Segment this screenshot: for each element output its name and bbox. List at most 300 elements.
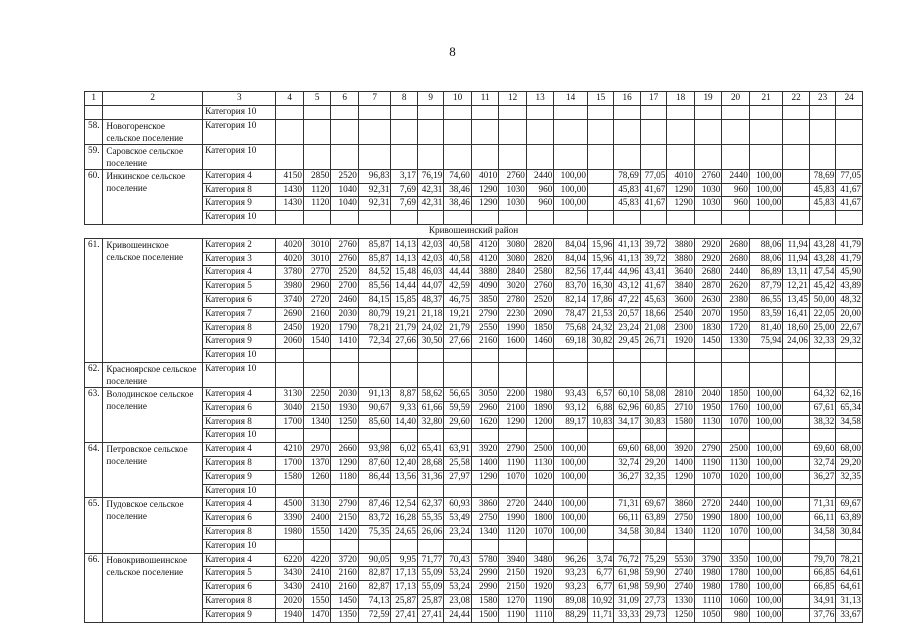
value-cell: 19,21 xyxy=(444,307,471,321)
value-cell: 2990 xyxy=(471,581,498,595)
value-cell: 4010 xyxy=(471,169,498,183)
value-cell: 87,79 xyxy=(749,280,783,294)
value-cell xyxy=(783,608,809,622)
value-cell xyxy=(499,119,526,144)
value-cell xyxy=(526,429,553,443)
value-cell: 30,83 xyxy=(640,415,666,429)
value-cell: 100,00 xyxy=(749,553,783,567)
value-cell: 1990 xyxy=(694,512,721,526)
value-cell xyxy=(722,539,749,553)
district-title: Кривошеинский район xyxy=(428,224,519,235)
value-cell: 17,44 xyxy=(587,266,613,280)
value-cell: 40,58 xyxy=(444,238,471,252)
value-cell: 75,29 xyxy=(640,553,666,567)
category-cell: Категория 8 xyxy=(203,183,276,197)
value-cell xyxy=(331,106,358,120)
value-cell xyxy=(276,119,303,144)
value-cell: 85,87 xyxy=(358,238,391,252)
value-cell: 2410 xyxy=(303,567,330,581)
value-cell: 79,70 xyxy=(809,553,835,567)
value-cell: 68,00 xyxy=(640,443,666,457)
value-cell: 100,00 xyxy=(554,169,588,183)
value-cell: 30,84 xyxy=(640,525,666,539)
value-cell: 3050 xyxy=(471,387,498,401)
value-cell xyxy=(722,429,749,443)
value-cell: 1720 xyxy=(722,321,749,335)
value-cell: 42,31 xyxy=(417,197,443,211)
value-cell: 4120 xyxy=(471,252,498,266)
value-cell: 5780 xyxy=(471,553,498,567)
value-cell xyxy=(836,106,863,120)
value-cell xyxy=(554,349,588,363)
category-cell: Категория 8 xyxy=(203,525,276,539)
value-cell: 23,24 xyxy=(444,525,471,539)
value-cell xyxy=(640,539,666,553)
value-cell: 1130 xyxy=(526,456,553,470)
value-cell xyxy=(722,349,749,363)
value-cell: 60,93 xyxy=(444,498,471,512)
value-cell: 78,47 xyxy=(554,307,588,321)
value-cell: 77,05 xyxy=(836,169,863,183)
value-cell: 20,00 xyxy=(836,307,863,321)
value-cell: 12,40 xyxy=(391,456,417,470)
value-cell: 33,67 xyxy=(836,608,863,622)
value-cell: 4220 xyxy=(303,553,330,567)
value-cell xyxy=(303,349,330,363)
value-cell: 41,13 xyxy=(614,252,640,266)
value-cell: 2680 xyxy=(722,252,749,266)
value-cell xyxy=(667,429,694,443)
value-cell xyxy=(783,456,809,470)
value-cell xyxy=(783,581,809,595)
value-cell: 39,72 xyxy=(640,252,666,266)
value-cell: 6,77 xyxy=(587,581,613,595)
value-cell: 2400 xyxy=(303,512,330,526)
value-cell: 26,71 xyxy=(640,335,666,349)
category-cell: Категория 9 xyxy=(203,197,276,211)
value-cell: 74,13 xyxy=(358,594,391,608)
value-cell: 21,08 xyxy=(640,321,666,335)
value-cell: 61,66 xyxy=(417,401,443,415)
value-cell: 2700 xyxy=(331,280,358,294)
value-cell: 17,13 xyxy=(391,567,417,581)
value-cell: 2520 xyxy=(331,169,358,183)
value-cell: 14,13 xyxy=(391,238,417,252)
value-cell: 100,00 xyxy=(749,415,783,429)
value-cell: 1250 xyxy=(331,415,358,429)
value-cell: 88,06 xyxy=(749,238,783,252)
value-cell xyxy=(499,211,526,225)
value-cell: 1950 xyxy=(694,401,721,415)
value-cell: 980 xyxy=(722,608,749,622)
value-cell: 32,35 xyxy=(640,470,666,484)
category-cell: Категория 8 xyxy=(203,321,276,335)
value-cell: 28,68 xyxy=(417,456,443,470)
value-cell: 1120 xyxy=(303,197,330,211)
value-cell: 84,52 xyxy=(358,266,391,280)
value-cell xyxy=(640,429,666,443)
value-cell: 69,60 xyxy=(614,443,640,457)
column-header: 19 xyxy=(694,92,721,106)
value-cell: 2440 xyxy=(722,498,749,512)
value-cell: 100,00 xyxy=(749,512,783,526)
value-cell: 1700 xyxy=(276,456,303,470)
value-cell: 1800 xyxy=(722,512,749,526)
value-cell xyxy=(694,429,721,443)
value-cell: 3880 xyxy=(471,266,498,280)
settlement-number: 58. xyxy=(85,119,103,144)
value-cell: 21,53 xyxy=(587,307,613,321)
category-cell: Категория 5 xyxy=(203,280,276,294)
value-cell: 960 xyxy=(722,197,749,211)
value-cell xyxy=(783,594,809,608)
value-cell xyxy=(809,119,835,144)
column-header: 4 xyxy=(276,92,303,106)
value-cell: 1620 xyxy=(471,415,498,429)
value-cell: 1400 xyxy=(667,456,694,470)
value-cell xyxy=(749,349,783,363)
value-cell xyxy=(694,362,721,387)
value-cell: 3010 xyxy=(303,252,330,266)
value-cell: 14,44 xyxy=(391,280,417,294)
category-cell: Категория 9 xyxy=(203,470,276,484)
value-cell xyxy=(276,429,303,443)
value-cell xyxy=(587,119,613,144)
value-cell xyxy=(471,119,498,144)
value-cell xyxy=(358,144,391,169)
value-cell xyxy=(667,119,694,144)
value-cell xyxy=(587,484,613,498)
value-cell: 25,00 xyxy=(809,321,835,335)
value-cell: 1470 xyxy=(303,608,330,622)
settlement-number: 63. xyxy=(85,387,103,442)
value-cell: 2030 xyxy=(331,307,358,321)
value-cell xyxy=(809,144,835,169)
category-cell: Категория 10 xyxy=(203,119,276,144)
value-cell: 15,96 xyxy=(587,238,613,252)
value-cell: 38,32 xyxy=(809,415,835,429)
value-cell xyxy=(444,119,471,144)
value-cell: 32,74 xyxy=(809,456,835,470)
value-cell xyxy=(836,349,863,363)
value-cell: 78,69 xyxy=(809,169,835,183)
value-cell: 62,37 xyxy=(417,498,443,512)
value-cell xyxy=(749,484,783,498)
category-cell: Категория 10 xyxy=(203,349,276,363)
value-cell: 86,55 xyxy=(749,293,783,307)
value-cell: 29,60 xyxy=(444,415,471,429)
value-cell: 96,83 xyxy=(358,169,391,183)
value-cell: 34,91 xyxy=(809,594,835,608)
column-header: 3 xyxy=(203,92,276,106)
value-cell xyxy=(667,484,694,498)
value-cell xyxy=(499,106,526,120)
value-cell xyxy=(587,183,613,197)
value-cell xyxy=(587,512,613,526)
value-cell: 82,87 xyxy=(358,581,391,595)
value-cell: 85,60 xyxy=(358,415,391,429)
value-cell xyxy=(444,144,471,169)
category-cell: Категория 4 xyxy=(203,498,276,512)
category-cell: Категория 2 xyxy=(203,238,276,252)
value-cell xyxy=(722,119,749,144)
column-header: 24 xyxy=(836,92,863,106)
value-cell: 3790 xyxy=(694,553,721,567)
value-cell xyxy=(667,349,694,363)
settlement-name: Новогоренское сельское поселение xyxy=(103,119,203,144)
value-cell xyxy=(749,119,783,144)
value-cell xyxy=(417,349,443,363)
value-cell xyxy=(471,539,498,553)
settlement-number: 60. xyxy=(85,169,103,224)
value-cell: 30,84 xyxy=(836,525,863,539)
value-cell xyxy=(276,362,303,387)
value-cell xyxy=(417,539,443,553)
value-cell xyxy=(614,106,640,120)
value-cell: 3940 xyxy=(499,553,526,567)
value-cell xyxy=(694,211,721,225)
value-cell: 29,45 xyxy=(614,335,640,349)
value-cell xyxy=(836,484,863,498)
value-cell xyxy=(783,443,809,457)
value-cell: 25,87 xyxy=(391,594,417,608)
value-cell: 3390 xyxy=(276,512,303,526)
value-cell: 1370 xyxy=(303,456,330,470)
value-cell xyxy=(499,349,526,363)
value-cell xyxy=(471,211,498,225)
column-header: 22 xyxy=(783,92,809,106)
value-cell: 1120 xyxy=(303,183,330,197)
value-cell xyxy=(587,456,613,470)
value-cell: 6,02 xyxy=(391,443,417,457)
value-cell xyxy=(358,484,391,498)
value-cell: 3600 xyxy=(667,293,694,307)
value-cell: 5530 xyxy=(667,553,694,567)
value-cell: 68,00 xyxy=(836,443,863,457)
value-cell xyxy=(444,211,471,225)
value-cell: 100,00 xyxy=(554,443,588,457)
value-cell: 45,63 xyxy=(640,293,666,307)
value-cell: 93,43 xyxy=(554,387,588,401)
value-cell: 8,87 xyxy=(391,387,417,401)
value-cell xyxy=(471,362,498,387)
value-cell xyxy=(303,539,330,553)
value-cell xyxy=(783,415,809,429)
value-cell xyxy=(358,106,391,120)
column-header: 21 xyxy=(749,92,783,106)
value-cell xyxy=(276,144,303,169)
value-cell: 1290 xyxy=(331,456,358,470)
value-cell xyxy=(783,539,809,553)
value-cell xyxy=(526,539,553,553)
value-cell xyxy=(444,106,471,120)
value-cell xyxy=(836,429,863,443)
category-cell: Категория 8 xyxy=(203,456,276,470)
value-cell xyxy=(554,211,588,225)
value-cell xyxy=(640,484,666,498)
value-cell xyxy=(667,106,694,120)
value-cell: 2020 xyxy=(276,594,303,608)
value-cell: 50,00 xyxy=(809,293,835,307)
value-cell xyxy=(358,362,391,387)
value-cell xyxy=(783,349,809,363)
value-cell: 1290 xyxy=(667,197,694,211)
value-cell xyxy=(417,119,443,144)
value-cell: 59,90 xyxy=(640,567,666,581)
value-cell: 100,00 xyxy=(554,456,588,470)
value-cell: 82,56 xyxy=(554,266,588,280)
value-cell: 90,67 xyxy=(358,401,391,415)
value-cell: 12,21 xyxy=(783,280,809,294)
value-cell xyxy=(587,197,613,211)
value-cell: 6220 xyxy=(276,553,303,567)
value-cell xyxy=(587,349,613,363)
value-cell xyxy=(526,106,553,120)
category-cell: Категория 6 xyxy=(203,512,276,526)
value-cell: 2870 xyxy=(694,280,721,294)
value-cell: 100,00 xyxy=(749,594,783,608)
column-header: 16 xyxy=(614,92,640,106)
column-header: 8 xyxy=(391,92,417,106)
value-cell: 15,85 xyxy=(391,293,417,307)
value-cell xyxy=(358,539,391,553)
value-cell: 4210 xyxy=(276,443,303,457)
value-cell: 27,41 xyxy=(391,608,417,622)
value-cell: 1850 xyxy=(722,387,749,401)
value-cell: 11,71 xyxy=(587,608,613,622)
value-cell xyxy=(694,484,721,498)
value-cell: 90,05 xyxy=(358,553,391,567)
value-cell: 3780 xyxy=(276,266,303,280)
value-cell: 1040 xyxy=(331,183,358,197)
value-cell: 1980 xyxy=(526,387,553,401)
settlement-number: 65. xyxy=(85,498,103,553)
value-cell: 23,24 xyxy=(614,321,640,335)
value-cell: 62,16 xyxy=(836,387,863,401)
value-cell: 24,44 xyxy=(444,608,471,622)
value-cell: 2540 xyxy=(667,307,694,321)
value-cell xyxy=(554,106,588,120)
value-cell: 71,77 xyxy=(417,553,443,567)
value-cell xyxy=(587,169,613,183)
value-cell: 2760 xyxy=(499,169,526,183)
value-cell: 1120 xyxy=(499,525,526,539)
value-cell: 75,35 xyxy=(358,525,391,539)
value-cell: 16,28 xyxy=(391,512,417,526)
value-cell: 27,66 xyxy=(444,335,471,349)
column-header: 14 xyxy=(554,92,588,106)
settlement-number: 64. xyxy=(85,443,103,498)
value-cell: 100,00 xyxy=(749,456,783,470)
value-cell: 32,74 xyxy=(614,456,640,470)
value-cell xyxy=(276,211,303,225)
value-cell: 2230 xyxy=(499,307,526,321)
value-cell: 85,87 xyxy=(358,252,391,266)
value-cell: 2440 xyxy=(722,266,749,280)
value-cell: 2150 xyxy=(303,401,330,415)
value-cell xyxy=(587,443,613,457)
value-cell xyxy=(331,119,358,144)
value-cell: 4150 xyxy=(276,169,303,183)
value-cell: 1430 xyxy=(276,183,303,197)
value-cell: 3080 xyxy=(499,238,526,252)
value-cell xyxy=(614,362,640,387)
value-cell: 2200 xyxy=(499,387,526,401)
value-cell: 76,72 xyxy=(614,553,640,567)
value-cell: 41,67 xyxy=(640,197,666,211)
value-cell: 10,83 xyxy=(587,415,613,429)
settlement-number: 59. xyxy=(85,144,103,169)
value-cell xyxy=(640,362,666,387)
value-cell: 1330 xyxy=(667,594,694,608)
value-cell xyxy=(809,211,835,225)
value-cell: 4500 xyxy=(276,498,303,512)
value-cell xyxy=(554,144,588,169)
value-cell xyxy=(444,429,471,443)
value-cell xyxy=(587,525,613,539)
value-cell: 2750 xyxy=(471,512,498,526)
value-cell xyxy=(640,349,666,363)
value-cell xyxy=(471,429,498,443)
value-cell: 30,82 xyxy=(587,335,613,349)
value-cell: 1290 xyxy=(471,183,498,197)
value-cell xyxy=(783,144,809,169)
value-cell xyxy=(614,484,640,498)
value-cell: 1930 xyxy=(331,401,358,415)
value-cell: 14,40 xyxy=(391,415,417,429)
value-cell: 1580 xyxy=(276,470,303,484)
table-row xyxy=(85,498,863,512)
value-cell: 1980 xyxy=(276,525,303,539)
value-cell: 64,32 xyxy=(809,387,835,401)
value-cell xyxy=(667,144,694,169)
value-cell: 1830 xyxy=(694,321,721,335)
value-cell xyxy=(499,144,526,169)
value-cell: 100,00 xyxy=(749,608,783,622)
value-cell: 55,35 xyxy=(417,512,443,526)
category-cell: Категория 4 xyxy=(203,387,276,401)
value-cell xyxy=(526,484,553,498)
value-cell xyxy=(614,429,640,443)
value-cell: 43,28 xyxy=(809,238,835,252)
value-cell: 17,13 xyxy=(391,581,417,595)
value-cell: 18,60 xyxy=(783,321,809,335)
value-cell: 100,00 xyxy=(749,183,783,197)
value-cell xyxy=(417,106,443,120)
value-cell: 1450 xyxy=(694,335,721,349)
value-cell: 3980 xyxy=(276,280,303,294)
value-cell: 47,22 xyxy=(614,293,640,307)
value-cell: 37,76 xyxy=(809,608,835,622)
value-cell: 1030 xyxy=(694,183,721,197)
value-cell: 1070 xyxy=(526,525,553,539)
value-cell: 6,88 xyxy=(587,401,613,415)
column-header: 2 xyxy=(103,92,203,106)
value-cell xyxy=(391,144,417,169)
value-cell: 3860 xyxy=(471,498,498,512)
value-cell: 42,59 xyxy=(444,280,471,294)
value-cell: 100,00 xyxy=(749,443,783,457)
value-cell: 75,94 xyxy=(749,335,783,349)
value-cell: 26,06 xyxy=(417,525,443,539)
value-cell xyxy=(667,211,694,225)
value-cell xyxy=(783,211,809,225)
value-cell xyxy=(722,211,749,225)
table-row xyxy=(85,169,863,183)
value-cell: 38,46 xyxy=(444,183,471,197)
value-cell: 88,06 xyxy=(749,252,783,266)
value-cell: 2720 xyxy=(499,498,526,512)
